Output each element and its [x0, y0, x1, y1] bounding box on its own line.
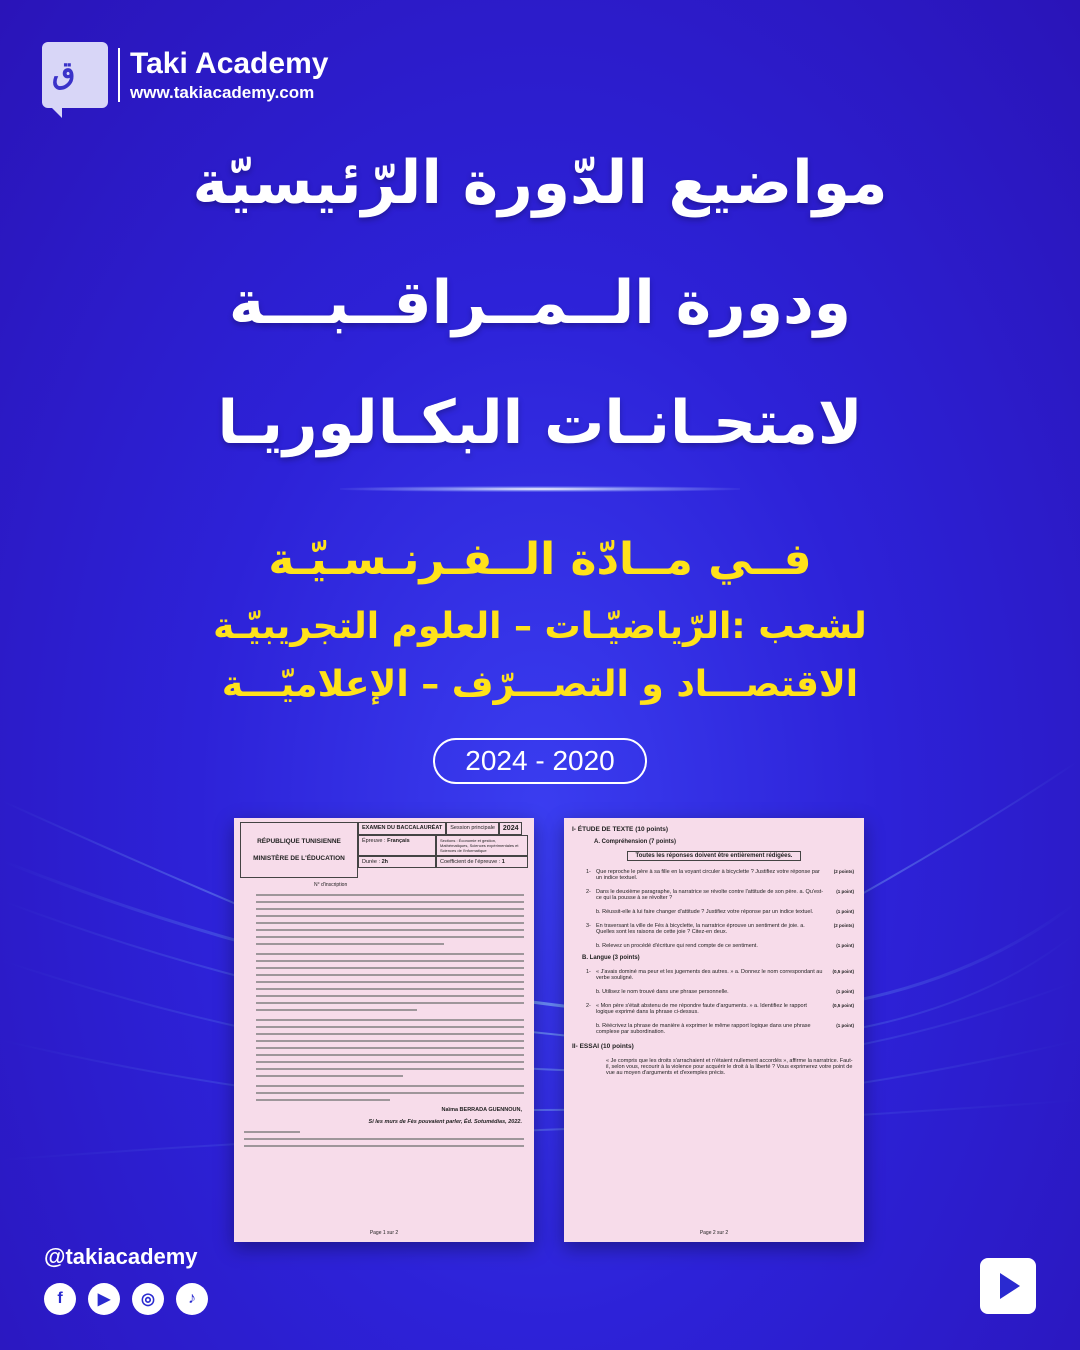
- question-num: 1-: [586, 869, 591, 875]
- years-badge: 2024 - 2020: [433, 738, 647, 784]
- logo-divider: [118, 48, 120, 102]
- text-source: Si les murs de Fès pouvaient parler, Éd. Sotumédias, 2022.: [368, 1119, 522, 1125]
- question-pts: (1 point): [836, 989, 854, 994]
- question-num: [586, 1023, 596, 1035]
- question-text: b. Réécrivez la phrase de manière à exprimer le même rapport logique dans une phrase complexe par subordination.: [596, 1023, 811, 1035]
- exam-sections: Sections : Économie et gestion, Mathématiques, Sciences expérimentales et Sciences de l'informatique: [436, 835, 528, 856]
- question-text: Que reproche le père à sa fille en la voyant circuler à bicyclette ? Justifiez votre réponse par un indice textuel.: [596, 869, 820, 881]
- subject-line-3: الاقتصـــاد و التصـــرّف – الإعلاميّـــة: [221, 664, 859, 705]
- question-item: [586, 943, 854, 949]
- question-num: 3-: [586, 923, 591, 929]
- section-text-study: I- ÉTUDE DE TEXTE (10 points): [572, 826, 669, 833]
- text-author: Naïma BERRADA GUENNOUN,: [441, 1107, 522, 1113]
- section-essay: II- ESSAI (10 points): [572, 1043, 634, 1050]
- headline-line-2: ودورة الــمــراقــبـــة: [228, 268, 852, 338]
- text-body: [256, 894, 524, 1101]
- question-pts: (2 points): [833, 923, 854, 928]
- exam-header-left: RÉPUBLIQUE TUNISIENNE MINISTÈRE DE L'ÉDUCATION: [240, 822, 358, 878]
- exam-coef: 1: [501, 859, 505, 865]
- question-pts: (1 point): [836, 909, 854, 914]
- question-pts: (0,5 point): [832, 1003, 854, 1008]
- question-item: [586, 909, 854, 915]
- question-pts: (1 point): [836, 943, 854, 948]
- question-num: [586, 909, 596, 915]
- exam-year: 2024: [499, 822, 523, 835]
- question-num: 2-: [586, 889, 591, 895]
- page-number-1: Page 1 sur 2: [369, 1230, 399, 1236]
- question-pts: (1 point): [836, 1023, 854, 1028]
- question-item: [586, 889, 854, 901]
- question-item: [586, 869, 854, 881]
- question-num: 2-: [586, 1003, 591, 1009]
- question-text: b. Utilisez le nom trouvé dans une phrase personnelle.: [596, 989, 729, 995]
- social-handle[interactable]: @takiacademy: [44, 1244, 198, 1269]
- question-item: [586, 1023, 854, 1035]
- comprehension-questions: [564, 869, 864, 949]
- exam-title: EXAMEN DU BACCALAURÉAT: [358, 822, 446, 835]
- instagram-icon[interactable]: ◎: [132, 1283, 164, 1315]
- youtube-icon[interactable]: ▶: [88, 1283, 120, 1315]
- question-item: [586, 989, 854, 995]
- question-num: 1-: [586, 969, 591, 975]
- headline-line-1: مواضيع الدّورة الرّئيسيّة: [192, 148, 888, 218]
- question-num: [586, 989, 596, 995]
- play-button-icon[interactable]: [980, 1258, 1036, 1314]
- exam-duration: 2h: [381, 859, 388, 865]
- subject-line-1: فــي مــادّة الــفـرنـسـيّـة: [268, 534, 812, 585]
- social-icons: [44, 1283, 208, 1315]
- exam-page-1: RÉPUBLIQUE TUNISIENNE MINISTÈRE DE L'ÉDUCATION EXAMEN DU BACCALAURÉAT Session principale 2024 Épreuve : Français Sections : Économie et gestion, Mathématiques, Sciences expérimentales et Sciences de l'informatique Durée : 2h Coefficient de l'épreuve : 1 N° d'inscription Naïma BERRADA GUENNOUN, Si les murs de Fès pouvaient parler, Éd. Sotumédias, 2022. Page 1 sur 2: [234, 818, 534, 1242]
- question-text: « Mon père s'était abstenu de me répondre faute d'arguments. » a. Identifiez le rapport logique exprimé dans la phrase ci-dessus.: [596, 1003, 807, 1015]
- part-comprehension: A. Compréhension (7 points): [594, 839, 677, 845]
- question-text: b. Réussit-elle à lui faire changer d'attitude ? Justifiez votre réponse par un indice textuel.: [596, 909, 814, 915]
- part-language: B. Langue (3 points): [582, 955, 640, 961]
- question-text: En traversant la ville de Fès à bicyclette, la narratrice éprouve un sentiment de joie. a. Quelles sont les raisons de cette joie ? Citez-en deux.: [596, 923, 805, 935]
- headline-line-3: لامتحـانـات البكـالوريـا: [217, 388, 863, 458]
- footnotes: [244, 1131, 524, 1147]
- question-item: [586, 1003, 854, 1015]
- inscription-label: N° d'inscription: [314, 882, 348, 888]
- exam-page-2: [564, 818, 864, 1242]
- language-questions: [564, 969, 864, 1035]
- logo-mark-icon: ق: [42, 42, 108, 108]
- question-text: b. Relevez un procédé d'écriture qui rend compte de ce sentiment.: [596, 943, 758, 949]
- question-pts: (2 points): [833, 869, 854, 874]
- page-number-2: Page 2 sur 2: [699, 1230, 729, 1236]
- brand-url[interactable]: www.takiacademy.com: [130, 83, 315, 102]
- question-item: [586, 969, 854, 981]
- divider-glow: [340, 486, 740, 492]
- question-num: [586, 943, 596, 949]
- brand-name: Taki Academy: [130, 47, 329, 80]
- question-item: [586, 923, 854, 935]
- facebook-icon[interactable]: f: [44, 1283, 76, 1315]
- brand-logo[interactable]: [42, 42, 328, 108]
- question-text: Dans le deuxième paragraphe, la narratrice se révolte contre l'attitude de son père. a. Qu'est-ce qui la pousse à se révolter ?: [596, 889, 824, 901]
- tiktok-icon[interactable]: ♪: [176, 1283, 208, 1315]
- exam-subject: Français: [387, 838, 410, 844]
- instruction-notice: Toutes les réponses doivent être entièrement rédigées.: [627, 851, 801, 861]
- essay-prompt: « Je compris que les droits s'arrachaient et n'étaient nullement accordés », affirme la narratrice. Faut-il, selon vous, recourir à la violence pour acquérir le droit à la liberté ? Vous exprimerez votre point de vue au moyen d'arguments et d'exemples précis.: [606, 1058, 853, 1076]
- exam-session: Session principale: [446, 822, 499, 835]
- question-pts: (0,5 point): [832, 969, 854, 974]
- subject-line-2: لشعب :الرّياضيّـات – العلوم التجريبيّـة: [213, 606, 867, 647]
- question-text: « J'avais dominé ma peur et les jugements des autres. » a. Donnez le nom correspondant au verbe souligné.: [596, 969, 823, 981]
- question-pts: (1 point): [836, 889, 854, 894]
